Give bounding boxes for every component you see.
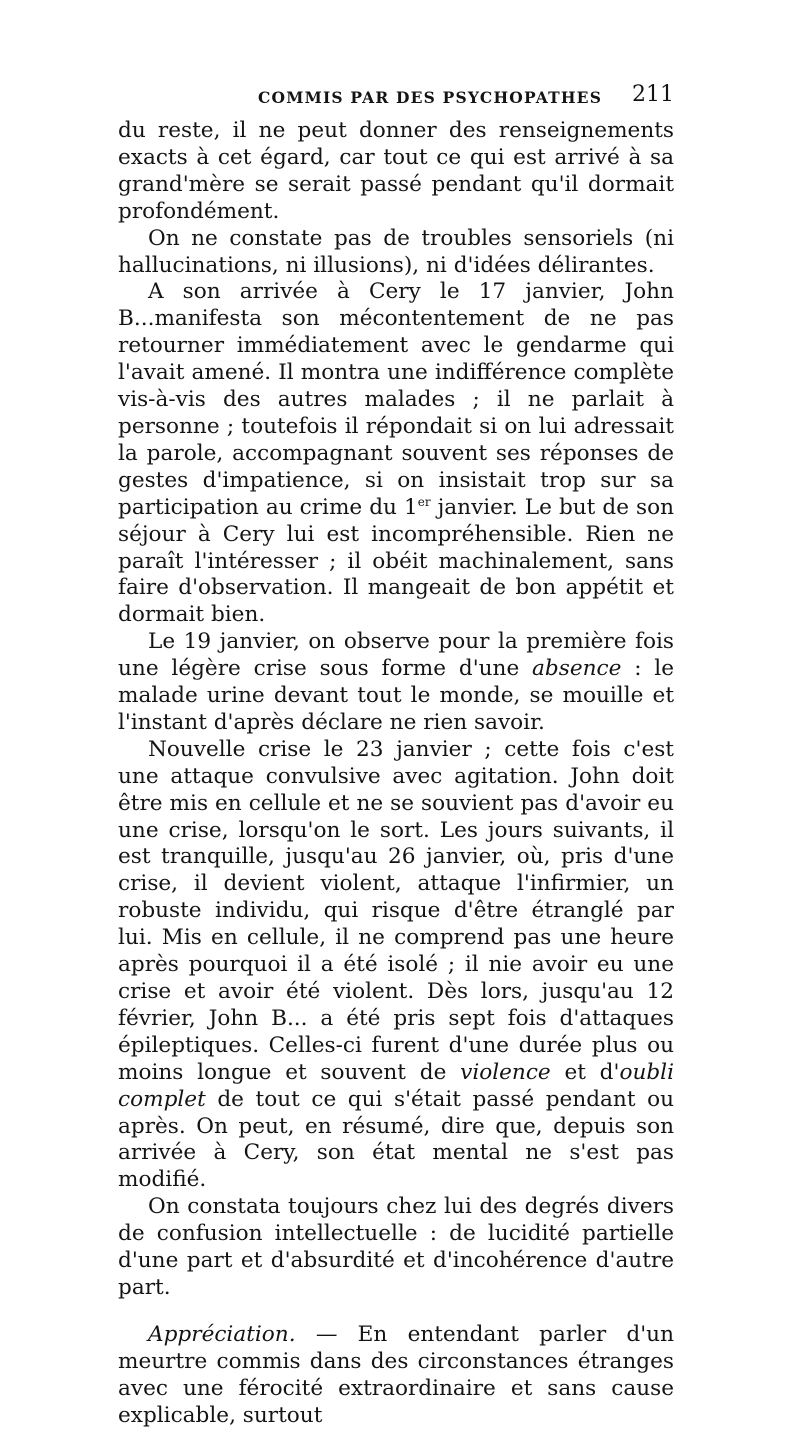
paragraph-3-text-a: A son arrivée à Cery le 17 janvier, John B...manifesta son mécontentement de ne pas retourner immédiatement avec le gendarme qui l'avait amené. Il montra une indifférence complète vis-à-vis des autres malades ; il ne parlait à personne ; toutefois il répondait si on lui adressait la parole, accompagnant souvent ses réponses de gestes d'impatience, si on insistait trop sur sa participation au crime du 1 — [118, 279, 674, 520]
body-text — [118, 118, 674, 1430]
paragraph-5-text-mid: et d' — [550, 1059, 620, 1085]
paragraph-5-emphasis-2: oubli complet — [118, 1059, 674, 1112]
paragraph-3-ordinal: er — [417, 494, 431, 509]
page-number: 211 — [632, 82, 674, 107]
running-head — [118, 78, 674, 114]
book-page — [118, 78, 674, 1430]
paragraph-3-text-b: janvier. Le but de son séjour à Cery lui est incompréhensible. Rien ne paraît l'intéresser ; il obéit machinalement, sans faire d'observation. Il mangeait de bon appétit et dormait bien. — [118, 494, 674, 628]
paragraph-5-emphasis-1: violence — [460, 1059, 551, 1085]
paragraph-5-text-b: de tout ce qui s'était passé pendant ou après. On peut, en résumé, dire que, depuis son arrivée à Cery, son état mental ne s'est pas modifié. — [118, 1086, 674, 1193]
paragraph-3 — [118, 279, 674, 629]
section-heading-appreciation: Appréciation. — [148, 1321, 296, 1347]
paragraph-2-text: On ne constate pas de troubles sensoriels (ni hallucinations, ni illusions), ni d'idées délirantes. — [118, 225, 674, 278]
paragraph-4-text-b: : le malade urine devant tout le monde, se mouille et l'instant d'après déclare ne rien savoir. — [118, 656, 674, 735]
paragraph-appreciation-text: — En entendant parler d'un meurtre commis dans des circonstances étranges avec une férocité extraordinaire et sans cause explicable, surtout — [118, 1321, 674, 1428]
paragraph-4-emphasis: absence — [532, 656, 622, 682]
paragraph-2 — [118, 226, 674, 280]
paragraph-4 — [118, 629, 674, 737]
paragraph-appreciation — [118, 1322, 674, 1430]
paragraph-1-text: du reste, il ne peut donner des renseignements exacts à cet égard, car tout ce qui est arrivé à sa grand'mère se serait passé pendant qu'il dormait profondément. — [118, 118, 674, 224]
paragraph-1 — [118, 118, 674, 226]
paragraph-5 — [118, 737, 674, 1194]
paragraph-6 — [118, 1194, 674, 1302]
paragraph-6-text: On constata toujours chez lui des degrés divers de confusion intellectuelle : de lucidité partielle d'une part et d'absurdité et d'incohérence d'autre part. — [118, 1194, 674, 1300]
paragraph-5-text-a: Nouvelle crise le 23 janvier ; cette fois c'est une attaque convulsive avec agitation. John doit être mis en cellule et ne se souvient pas d'avoir eu une crise, lorsqu'on le sort. Les jours suivants, il est tranquille, jusqu'au 26 janvier, où, pris d'une crise, il devient violent, attaque l'infirmier, un robuste individu, qui risque d'être étranglé par lui. Mis en cellule, il ne comprend pas une heure après pourquoi il a été isolé ; il nie avoir eu une crise et avoir été violent. Dès lors, jusqu'au 12 février, John B... a été pris sept fois d'attaques épileptiques. Celles-ci furent d'une durée plus ou moins longue et souvent de — [118, 736, 674, 1085]
paragraph-4-text-a: Le 19 janvier, on observe pour la première fois une légère crise sous forme d'une — [118, 629, 674, 682]
running-title: COMMIS PAR DES PSYCHOPATHES — [258, 88, 603, 107]
